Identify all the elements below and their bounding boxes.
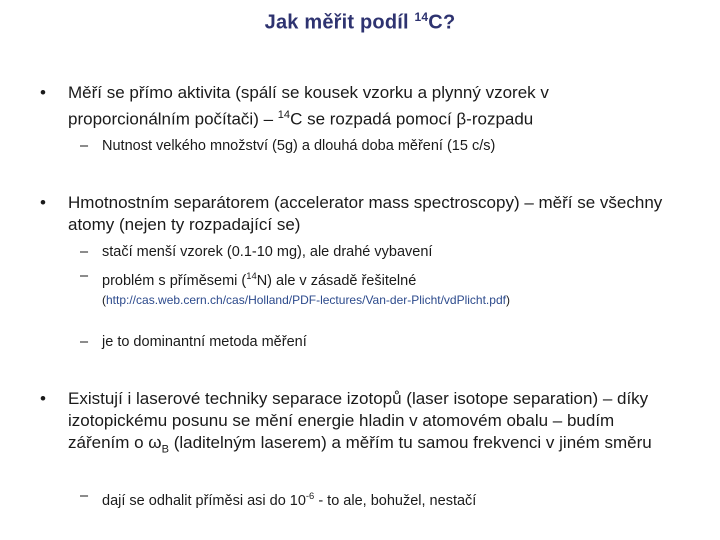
sub-item-large-sample xyxy=(80,136,670,156)
slide-title: Jak měřit podíl $^{14}$C? xyxy=(264,10,456,34)
sub-item-dominant-method xyxy=(80,332,670,352)
sub-item-detection-limit xyxy=(80,486,670,511)
bullet-item-direct-activity xyxy=(40,82,670,131)
bullet-text: Měří se přímo aktivita (spálí se kousek vzorku a plynný vzorek v proporcionálním počítači) – $^{14}$C se rozpadá pomocí β-rozpadu xyxy=(68,83,549,129)
bullet-text: Existují i laserové techniky separace izotopů (laser isotope separation) – díky izotopickému posunu se mění energie hladin v atomovém obalu – budím zářením o $\omega_B$ (laditelným laserem) a měřím tu samou frekvenci v jiném směru xyxy=(68,389,652,456)
bullet-item-mass-separator xyxy=(40,192,670,236)
bullet-marker: • xyxy=(40,193,46,212)
dash-marker: – xyxy=(80,488,89,504)
sub-item-impurities xyxy=(80,266,670,291)
sub-item-smaller-sample xyxy=(80,242,670,262)
bullet-text: Hmotnostním separátorem (accelerator mass spectroscopy) – měří se všechny atomy (nejen ty rozpadající se) xyxy=(68,193,663,234)
sub-item-text: dají se odhalit příměsi asi do $10^{-6}$ - to ale, bohužel, nestačí xyxy=(102,490,477,509)
dash-marker: – xyxy=(80,244,89,260)
bullet-marker: • xyxy=(40,389,46,408)
sub-item-text: problém s příměsemi ($^{14}$N) ale v zásadě řešitelné xyxy=(102,270,417,289)
dash-marker: – xyxy=(80,138,89,154)
sub-item-text: stačí menší vzorek (0.1-10 mg), ale drahé vybavení xyxy=(102,244,433,260)
reference-link[interactable]: http://cas.web.cern.ch/cas/Holland/PDF-lectures/Van-der-Plicht/vdPlicht.pdf xyxy=(106,293,506,307)
sub-item-text: Nutnost velkého množství (5g) a dlouhá doba měření (15 c/s) xyxy=(102,138,496,154)
bullet-item-laser-separation xyxy=(40,388,670,460)
bullet-marker: • xyxy=(40,83,46,102)
dash-marker: – xyxy=(80,334,89,350)
reference-link-block: (http://cas.web.cern.ch/cas/Holland/PDF-lectures/Van-der-Plicht/vdPlicht.pdf) xyxy=(102,293,510,307)
dash-marker: – xyxy=(80,268,89,284)
sub-item-text: je to dominantní metoda měření xyxy=(102,334,307,350)
